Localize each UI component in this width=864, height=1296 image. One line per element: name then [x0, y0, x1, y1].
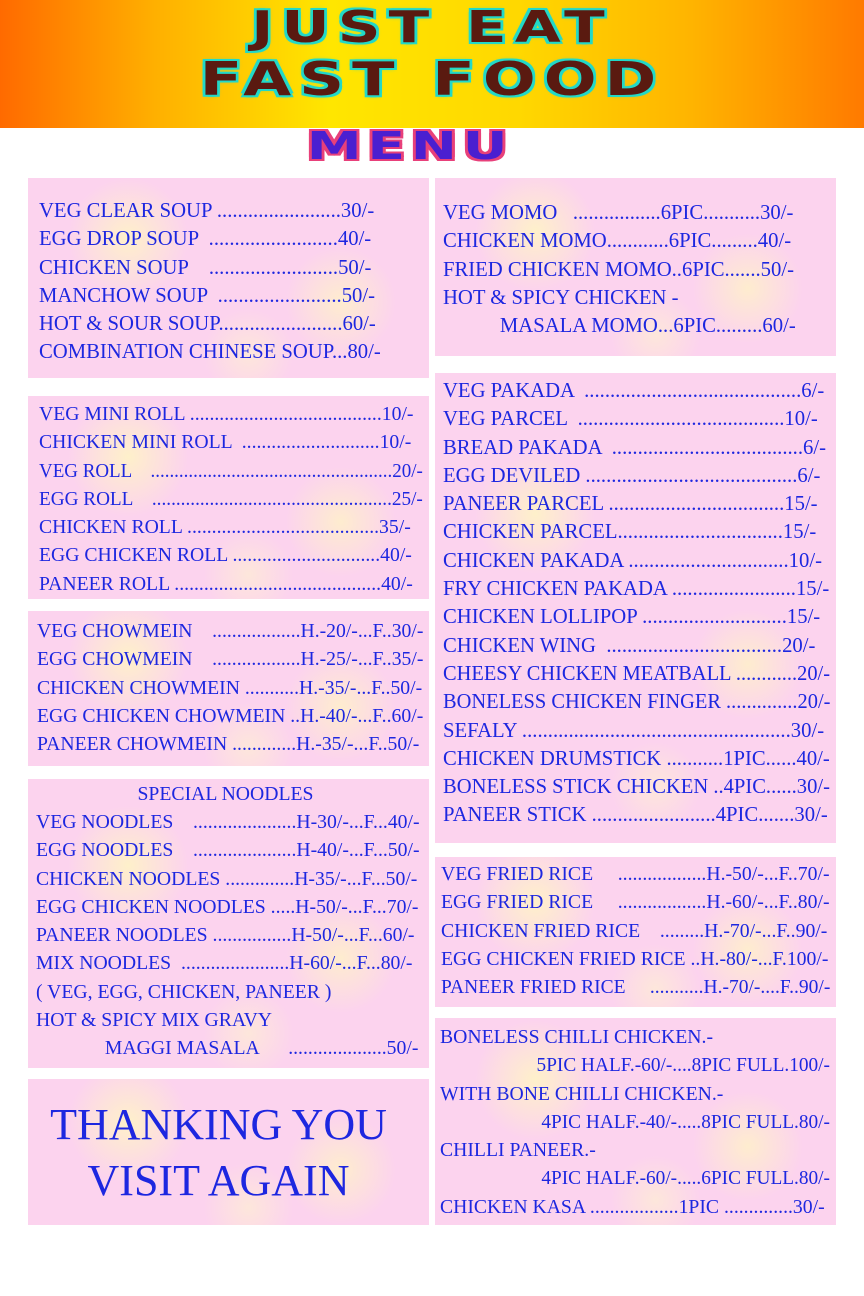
- menu-item: CHEESY CHICKEN MEATBALL ............20/-: [443, 660, 831, 685]
- menu-item: MASALA MOMO...6PIC.........60/-: [443, 313, 796, 338]
- menu-item: WITH BONE CHILLI CHICKEN.-: [440, 1082, 724, 1105]
- snacks-section: [435, 373, 836, 843]
- menu-note: ( VEG, EGG, CHICKEN, PANEER ): [36, 980, 332, 1003]
- menu-item: BREAD PAKADA .....................................6/-: [443, 434, 826, 459]
- menu-item: EGG DEVILED .........................................6/-: [443, 462, 821, 487]
- menu-item: MANCHOW SOUP ........................50/-: [39, 282, 376, 307]
- menu-item: VEG PAKADA ..........................................6/-: [443, 378, 825, 402]
- menu-item: EGG FRIED RICE ..................H.-60/-...F..80/-: [441, 891, 830, 914]
- menu-item: HOT & SPICY CHICKEN -: [443, 284, 679, 309]
- menu-item: 4PIC HALF.-60/-.....6PIC FULL.80/-: [440, 1167, 830, 1190]
- menu-item: CHICKEN ROLL .......................................35/-: [39, 516, 411, 539]
- menu-title: MENU: [306, 124, 514, 168]
- menu-item: EGG CHICKEN ROLL ..............................40/-: [39, 544, 412, 567]
- menu-item: EGG ROLL ..................................................25/-: [39, 487, 423, 510]
- restaurant-name-line1: JUST EAT: [251, 2, 613, 53]
- menu-item: VEG PARCEL ........................................10/-: [443, 406, 818, 431]
- menu-item: CHICKEN WING ..................................20/-: [443, 632, 816, 657]
- momo-section: [435, 178, 836, 356]
- menu-item: EGG CHICKEN NOODLES .....H-50/-...F...70/-: [36, 895, 419, 918]
- menu-item: VEG NOODLES .....................H-30/-...F...40/-: [36, 811, 420, 833]
- rolls-section: [28, 396, 429, 599]
- menu-item: CHICKEN LOLLIPOP ............................15/-: [443, 604, 821, 629]
- fried-rice-section: [435, 857, 836, 1007]
- menu-item: BONELESS CHILLI CHICKEN.-: [440, 1026, 714, 1048]
- menu-item: CHICKEN KASA ..................1PIC ..............30/-: [440, 1195, 825, 1218]
- chilli-section: [435, 1018, 836, 1225]
- menu-item: PANEER ROLL ..........................................40/-: [39, 572, 413, 595]
- menu-item: CHICKEN NOODLES ..............H-35/-...F...50/-: [36, 867, 418, 890]
- menu-item: VEG CHOWMEIN ..................H.-20/-...F..30/-: [37, 620, 424, 642]
- noodles-section: [28, 779, 429, 1068]
- menu-item: HOT & SPICY MIX GRAVY: [36, 1009, 273, 1032]
- menu-item: EGG CHICKEN CHOWMEIN ..H.-40/-...F..60/-: [37, 704, 424, 727]
- menu-item: FRY CHICKEN PAKADA ........................15/-: [443, 576, 830, 601]
- menu-item: EGG CHOWMEIN ..................H.-25/-...F..35/-: [37, 648, 424, 671]
- menu-item: CHICKEN PAKADA ...............................10/-: [443, 547, 822, 572]
- menu-item: MAGGI MASALA ....................50/-: [36, 1037, 419, 1060]
- menu-item: FRIED CHICKEN MOMO..6PIC.......50/-: [443, 256, 794, 281]
- menu-item: CHICKEN MINI ROLL ............................10/-: [39, 431, 412, 454]
- soups-section: [28, 178, 429, 378]
- restaurant-name-line2: FAST FOOD: [199, 52, 665, 106]
- menu-item: BONELESS STICK CHICKEN ..4PIC......30/-: [443, 774, 830, 799]
- menu-item: PANEER FRIED RICE ...........H.-70/-....F..90/-: [441, 976, 831, 999]
- section-heading: SPECIAL NOODLES: [137, 783, 314, 805]
- header-banner: [0, 0, 864, 128]
- menu-item: CHICKEN PARCEL................................15/-: [443, 519, 817, 544]
- menu-item: MIX NOODLES ......................H-60/-...F...80/-: [36, 952, 413, 975]
- thanks-message: THANKING YOU: [50, 1100, 387, 1149]
- visit-again-message: VISIT AGAIN: [87, 1156, 350, 1205]
- menu-item: CHICKEN MOMO............6PIC.........40/-: [443, 228, 792, 253]
- menu-item: EGG CHICKEN FRIED RICE ..H.-80/-...F.100/-: [441, 947, 829, 970]
- thanks-section: [28, 1079, 429, 1225]
- menu-item: CHICKEN CHOWMEIN ...........H.-35/-...F..50/-: [37, 676, 423, 699]
- menu-item: EGG DROP SOUP .........................40/-: [39, 226, 372, 251]
- menu-item: CHICKEN DRUMSTICK ...........1PIC......40/-: [443, 745, 830, 770]
- menu-item: SEFALY ....................................................30/-: [443, 717, 825, 742]
- menu-item: PANEER NOODLES ................H-50/-...F...60/-: [36, 924, 415, 947]
- menu-item: VEG FRIED RICE ..................H.-50/-...F..70/-: [441, 863, 830, 885]
- menu-item: EGG NOODLES .....................H-40/-...F...50/-: [36, 839, 420, 862]
- menu-item: BONELESS CHICKEN FINGER ..............20/-: [443, 689, 831, 714]
- menu-item: PANEER CHOWMEIN .............H.-35/-...F..50/-: [37, 733, 420, 756]
- menu-item: CHICKEN SOUP .........................50/-: [39, 254, 372, 279]
- menu-item: 4PIC HALF.-40/-.....8PIC FULL.80/-: [440, 1110, 830, 1133]
- menu-item: VEG MOMO .................6PIC...........30/-: [443, 200, 794, 224]
- chowmein-section: [28, 611, 429, 766]
- menu-item: CHICKEN FRIED RICE .........H.-70/-...F..90/-: [441, 919, 828, 942]
- menu-item: PANEER STICK ........................4PIC.......30/-: [443, 802, 828, 827]
- menu-item: VEG ROLL ...................................................20/-: [39, 459, 423, 482]
- menu-item: CHILLI PANEER.-: [440, 1139, 596, 1162]
- menu-item: COMBINATION CHINESE SOUP...80/-: [39, 339, 381, 364]
- menu-item: VEG MINI ROLL .......................................10/-: [39, 403, 414, 425]
- menu-item: HOT & SOUR SOUP........................60/-: [39, 311, 376, 336]
- menu-item: 5PIC HALF.-60/-....8PIC FULL.100/-: [440, 1054, 830, 1077]
- menu-item: VEG CLEAR SOUP ........................30/-: [39, 198, 375, 222]
- menu-item: PANEER PARCEL ..................................15/-: [443, 491, 818, 516]
